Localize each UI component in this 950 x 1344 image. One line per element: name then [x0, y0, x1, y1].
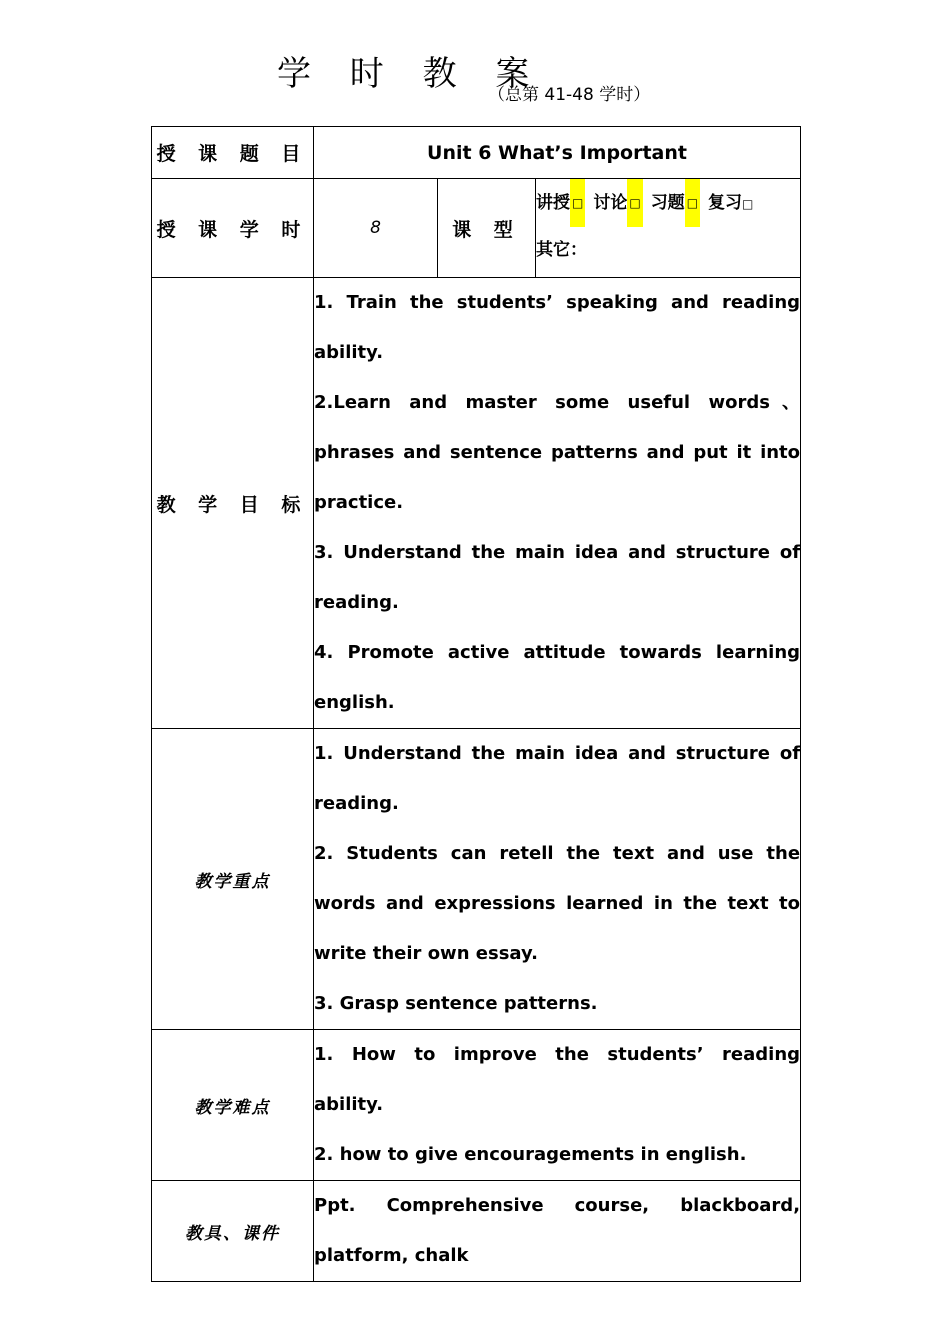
tools-row	[152, 1181, 801, 1282]
key-point-item: 2. Students can retell the text and use the words and expressions learned in the text to write their own essay.	[314, 843, 801, 964]
tools-label: 教具、课件	[152, 1181, 314, 1282]
objective-item: 2.Learn and master some useful words、phrases and sentence patterns and put it into practice.	[314, 392, 801, 513]
type-option-other: 其它：	[536, 240, 587, 260]
objectives-content	[314, 278, 801, 729]
type-option-exercise[interactable]: 习题 □	[651, 179, 700, 227]
key-point-item: 1. Understand the main idea and structure of reading.	[314, 743, 801, 814]
hours-range-note: （总第 41-48 学时）	[488, 85, 651, 105]
key-points-row	[152, 729, 801, 1030]
difficulties-content	[314, 1030, 801, 1181]
type-options	[536, 179, 801, 278]
tools-content	[314, 1181, 801, 1282]
difficulties-label: 教学难点	[152, 1030, 314, 1181]
hours-label: 授 课 学 时	[152, 179, 314, 278]
difficulties-row	[152, 1030, 801, 1181]
topic-row	[152, 127, 801, 179]
checkbox-icon[interactable]: □	[627, 179, 642, 227]
lesson-plan-table	[151, 126, 801, 1282]
key-points-label: 教学重点	[152, 729, 314, 1030]
key-point-item: 3. Grasp sentence patterns.	[314, 993, 598, 1014]
checkbox-icon[interactable]: □	[742, 197, 754, 211]
topic-value: Unit 6 What’s Important	[314, 127, 801, 179]
type-option-lecture[interactable]: 讲授 □	[536, 179, 585, 227]
page-title: 学 时 教 案	[277, 54, 544, 94]
tools-item: Ppt. Comprehensive course, blackboard, platform, chalk	[314, 1195, 801, 1266]
objective-item: 4. Promote active attitude towards learning english.	[314, 642, 801, 713]
difficulty-item: 2. how to give encouragements in english.	[314, 1144, 747, 1165]
objective-item: 1. Train the students’ speaking and reading ability.	[314, 292, 801, 363]
hours-row	[152, 179, 801, 278]
type-option-discussion[interactable]: 讨论 □	[593, 179, 642, 227]
objectives-label: 教 学 目 标	[152, 278, 314, 729]
checkbox-icon[interactable]: □	[685, 179, 700, 227]
objective-item: 3. Understand the main idea and structure of reading.	[314, 542, 801, 613]
topic-label: 授 课 题 目	[152, 127, 314, 179]
checkbox-icon[interactable]: □	[570, 179, 585, 227]
type-option-review[interactable]: 复习□	[708, 193, 754, 213]
type-label: 课 型	[438, 179, 536, 278]
key-points-content	[314, 729, 801, 1030]
objectives-row	[152, 278, 801, 729]
hours-value: 8	[314, 179, 438, 278]
difficulty-item: 1. How to improve the students’ reading ability.	[314, 1044, 801, 1115]
